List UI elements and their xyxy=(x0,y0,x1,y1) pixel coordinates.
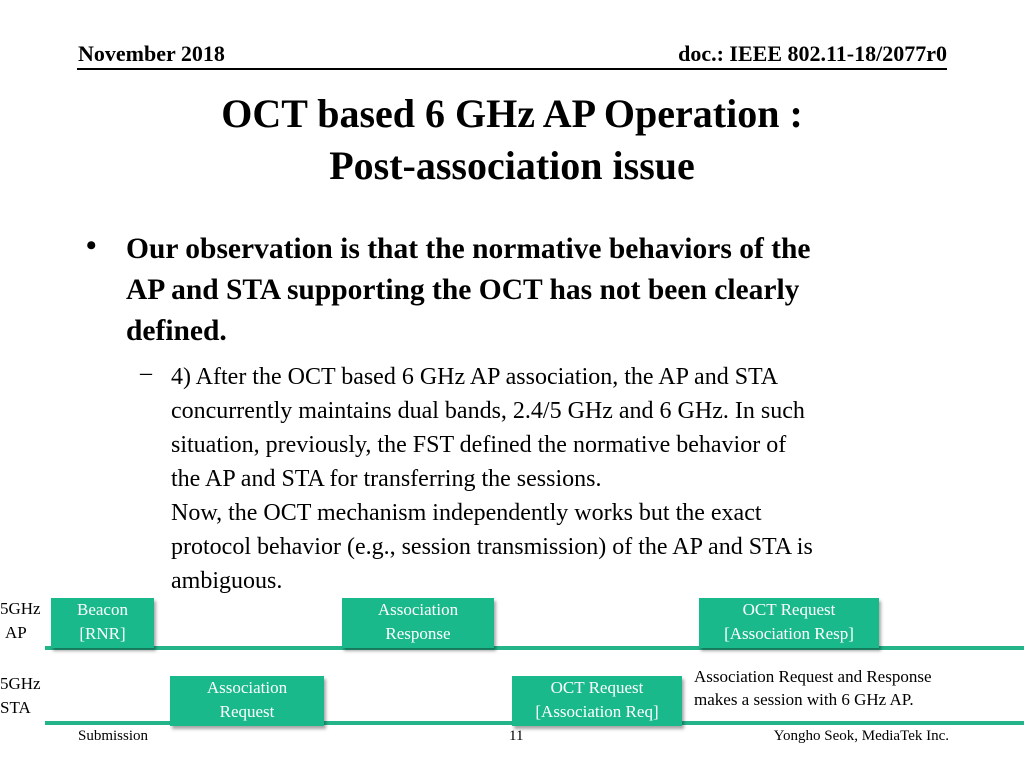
box-line: Response xyxy=(385,624,451,643)
box-line: [RNR] xyxy=(79,624,126,643)
sub-bullet-line: 4) After the OCT based 6 GHz AP association, the AP and STA xyxy=(171,364,779,390)
bullet-line: defined. xyxy=(126,315,227,347)
sub-bullet-line: Now, the OCT mechanism independently works but the exact xyxy=(171,500,762,526)
box-line: Association xyxy=(377,600,459,619)
header-divider xyxy=(77,68,947,70)
footer-author: Yongho Seok, MediaTek Inc. xyxy=(773,728,949,744)
dash-icon: – xyxy=(140,360,152,386)
association-request-box xyxy=(170,676,324,726)
ap-label-band: 5GHz xyxy=(0,599,41,618)
note-line: Association Request and Response xyxy=(694,667,932,686)
session-note xyxy=(694,665,932,711)
title-line-1: OCT based 6 GHz AP Operation : xyxy=(221,91,803,136)
header-date: November 2018 xyxy=(78,41,225,66)
box-line: OCT Request xyxy=(742,600,836,619)
title-line-2: Post-association issue xyxy=(329,143,695,188)
beacon-rnr-box xyxy=(51,598,154,648)
oct-request-assoc-resp-box xyxy=(699,598,879,648)
sub-bullet-line: the AP and STA for transferring the sessions. xyxy=(171,466,602,492)
main-bullet xyxy=(126,229,946,352)
bullet-line: Our observation is that the normative behaviors of the xyxy=(126,233,811,265)
bullet-icon: • xyxy=(86,229,97,262)
ap-label-role: AP xyxy=(5,623,27,642)
sta-label-role: STA xyxy=(0,698,31,717)
page-number: 11 xyxy=(509,728,524,744)
association-response-box xyxy=(342,598,494,648)
box-line: Beacon xyxy=(77,600,128,619)
box-line: Association xyxy=(206,678,288,697)
sta-lane-label xyxy=(0,672,41,720)
ap-lane-label xyxy=(0,597,41,645)
sub-bullet-line: concurrently maintains dual bands, 2.4/5 GHz and 6 GHz. In such xyxy=(171,398,805,424)
header-doc-id: doc.: IEEE 802.11-18/2077r0 xyxy=(678,41,947,66)
footer-submission: Submission xyxy=(78,728,149,744)
box-line: [Association Req] xyxy=(535,702,659,721)
note-line: makes a session with 6 GHz AP. xyxy=(694,690,914,709)
sta-label-band: 5GHz xyxy=(0,674,41,693)
sub-bullet xyxy=(171,360,971,598)
box-line: [Association Resp] xyxy=(724,624,854,643)
slide-title xyxy=(0,88,1024,192)
box-line: OCT Request xyxy=(550,678,644,697)
sub-bullet-line: ambiguous. xyxy=(171,568,283,594)
bullet-line: AP and STA supporting the OCT has not been clearly xyxy=(126,274,800,306)
sub-bullet-line: situation, previously, the FST defined the normative behavior of xyxy=(171,432,787,458)
box-line: Request xyxy=(219,702,275,721)
sub-bullet-line: protocol behavior (e.g., session transmission) of the AP and STA is xyxy=(171,534,813,560)
oct-request-assoc-req-box xyxy=(512,676,682,726)
